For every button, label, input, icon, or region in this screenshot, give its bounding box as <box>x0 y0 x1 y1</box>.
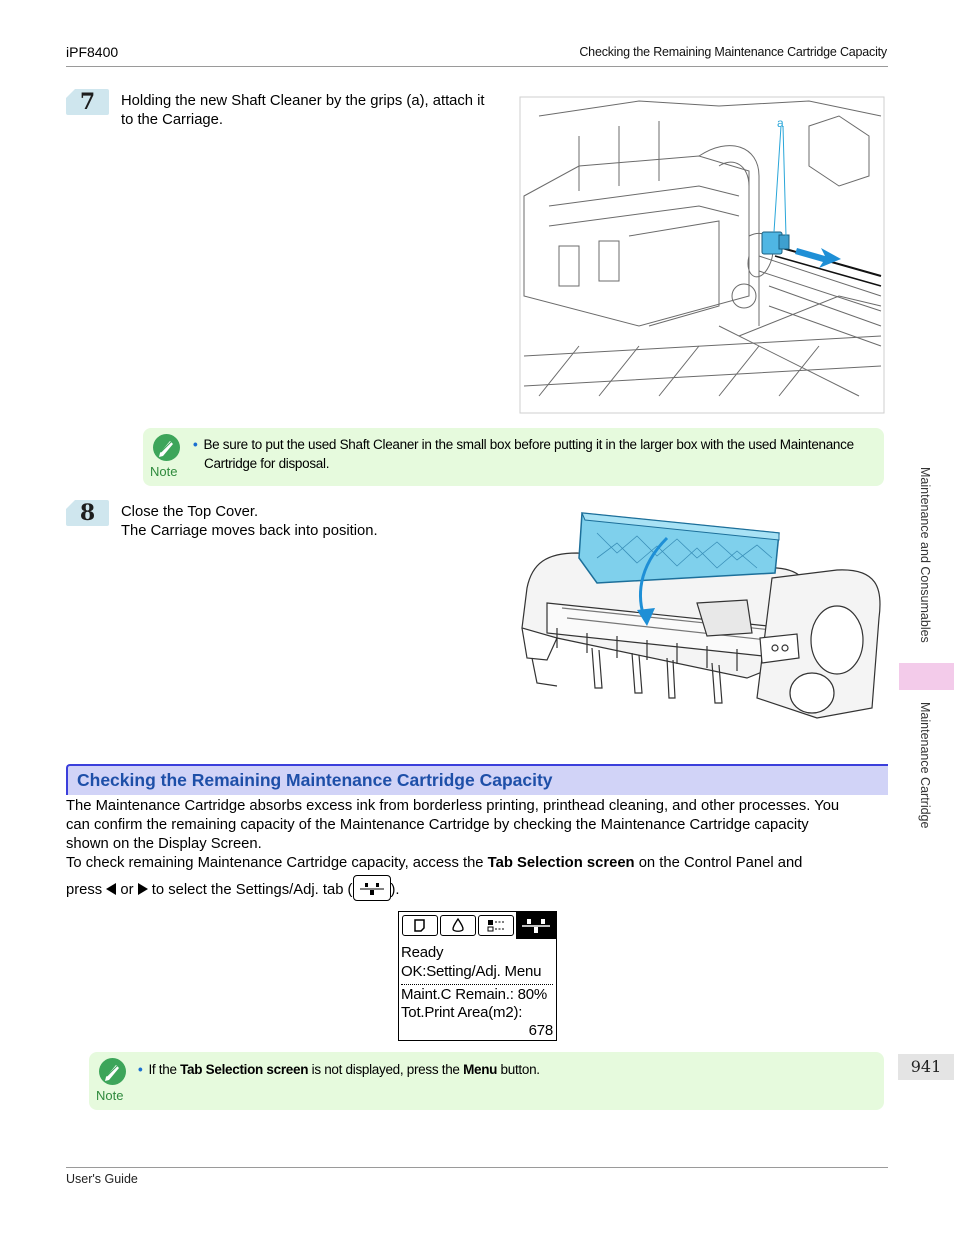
note-2-tab-selection-bold: Tab Selection screen <box>180 1062 309 1077</box>
note-1-line-1: Be sure to put the used Shaft Cleaner in the small box before putting it in the larger box with the used Maintenance <box>203 437 854 452</box>
step-7-line-1: Holding the new Shaft Cleaner by the grips (a), attach it <box>121 93 485 109</box>
note-2-mid: is not displayed, press the <box>308 1062 464 1077</box>
figure-label-a: a <box>777 116 784 130</box>
lcd-tab-ink-icon <box>440 915 476 936</box>
footer-title: User's Guide <box>66 1172 138 1186</box>
note-pencil-icon <box>153 434 180 461</box>
sidebar-chapter-label: Maintenance and Consumables <box>918 467 932 643</box>
note-2-post: button. <box>497 1062 540 1077</box>
para-line-3: shown on the Display Screen. <box>66 836 262 852</box>
note-1-text <box>193 435 854 473</box>
step-7-text <box>121 92 485 130</box>
para-line-5 <box>66 875 400 903</box>
lcd-tab-job-icon <box>478 915 514 936</box>
step-number: 7 <box>79 89 96 115</box>
note-pencil-icon <box>99 1058 126 1085</box>
note-2-text <box>138 1060 540 1079</box>
step-number: 8 <box>79 500 96 526</box>
note-2-pre: If the <box>148 1062 181 1077</box>
header-section-title: Checking the Remaining Maintenance Cartridge Capacity <box>579 45 887 59</box>
lcd-status: Ready <box>401 944 444 961</box>
para-line-4-post: on the Control Panel and <box>634 855 803 871</box>
step-7-badge <box>66 89 109 115</box>
display-screen <box>398 911 557 1041</box>
header-product: iPF8400 <box>66 44 119 60</box>
left-arrow-icon <box>106 883 116 895</box>
lcd-tab-row <box>399 912 556 939</box>
printer-top-cover-figure <box>517 508 885 728</box>
para-line-2: can confirm the remaining capacity of the Maintenance Cartridge by checking the Maintenance Cartridge capacity <box>66 817 809 833</box>
note-label: Note <box>150 464 178 479</box>
note-2-menu-bold: Menu <box>463 1062 498 1077</box>
lcd-tab-paper-icon <box>402 915 438 936</box>
note-box-1 <box>143 428 884 486</box>
step-8-text <box>121 503 378 541</box>
close-paren-text: ). <box>390 882 400 898</box>
page-number-box <box>898 1054 954 1080</box>
page-number: 941 <box>910 1057 942 1076</box>
lcd-tab-settings-adj-icon <box>516 912 556 939</box>
para-line-4-pre: To check remaining Maintenance Cartridge capacity, access the <box>66 855 488 871</box>
footer-rule <box>66 1167 888 1168</box>
settings-adj-tab-icon <box>353 875 391 901</box>
note-1-line-2: Cartridge for disposal. <box>204 456 330 471</box>
section-heading <box>66 764 888 795</box>
press-text: press <box>66 882 107 898</box>
header-rule <box>66 66 888 67</box>
step-8-line-2: The Carriage moves back into position. <box>121 523 378 539</box>
para-line-1: The Maintenance Cartridge absorbs excess ink from borderless printing, printhead cleaning, and other processes. You <box>66 798 840 814</box>
note-box-2 <box>89 1052 884 1110</box>
section-heading-text: Checking the Remaining Maintenance Cartridge Capacity <box>77 770 553 790</box>
lcd-maint-remain: Maint.C Remain.: 80% <box>401 986 548 1003</box>
lcd-menu-hint: OK:Setting/Adj. Menu <box>401 963 542 980</box>
step-8-line-1: Close the Top Cover. <box>121 504 259 520</box>
tab-selection-screen-bold: Tab Selection screen <box>487 855 635 871</box>
para-line-4 <box>66 854 888 873</box>
bullet-icon: • <box>193 437 198 452</box>
step-8-badge <box>66 500 109 526</box>
note-label: Note <box>96 1088 124 1103</box>
sidebar-section-label: Maintenance Cartridge <box>918 702 932 829</box>
sidebar-current-marker <box>899 663 954 690</box>
section-paragraph <box>66 797 888 873</box>
select-settings-text: to select the Settings/Adj. tab ( <box>147 882 353 898</box>
step-7-line-2: to the Carriage. <box>121 112 223 128</box>
bullet-icon: • <box>138 1062 143 1077</box>
right-arrow-icon <box>138 883 148 895</box>
or-text: or <box>116 882 138 898</box>
lcd-print-area-label: Tot.Print Area(m2): <box>401 1004 523 1021</box>
shaft-cleaner-figure <box>519 96 885 414</box>
lcd-print-area-value: 678 <box>528 1022 553 1039</box>
